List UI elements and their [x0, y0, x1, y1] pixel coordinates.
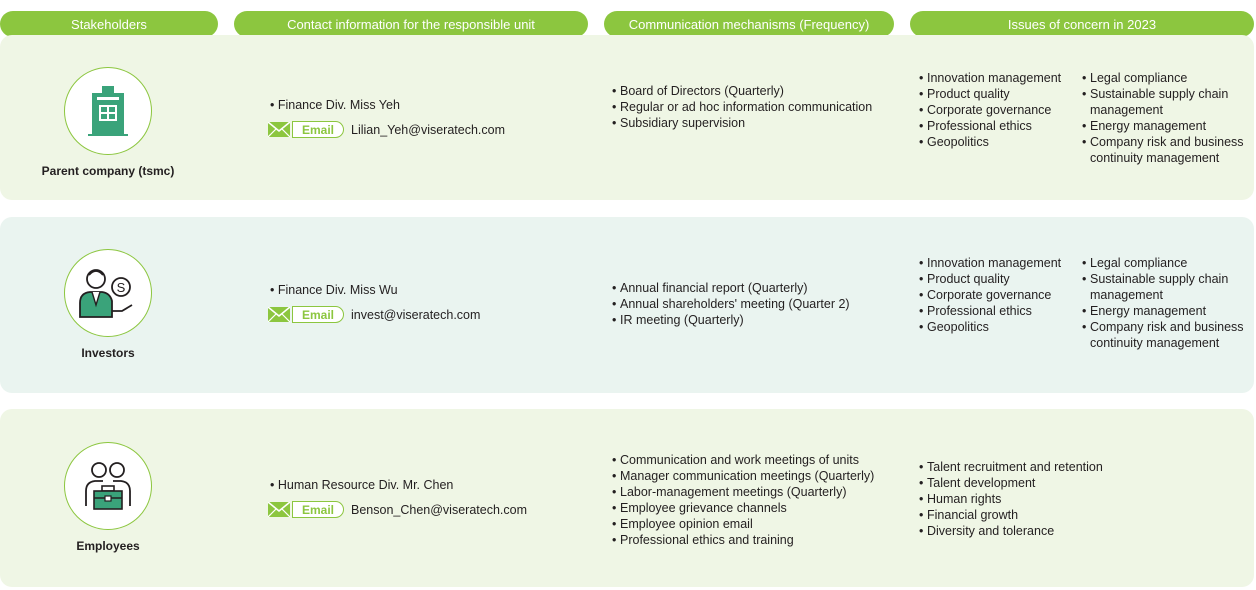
stakeholder-name: Employees: [76, 539, 140, 553]
list-item: • Board of Directors (Quarterly): [612, 83, 902, 99]
contact-person: • Human Resource Div. Mr. Chen: [270, 478, 454, 492]
list-item: • Employee opinion email: [612, 516, 902, 532]
list-item: • Legal compliance: [1082, 255, 1254, 271]
list-item: • Professional ethics: [919, 118, 1079, 134]
svg-text:S: S: [116, 280, 126, 295]
issues-list-col2: [1082, 70, 1254, 166]
list-item: • Talent recruitment and retention: [919, 459, 1159, 475]
email-line: [268, 306, 480, 323]
stakeholder-name: Investors: [81, 346, 135, 360]
stakeholder-row-parent: [0, 35, 1254, 200]
list-item: • Talent development: [919, 475, 1159, 491]
header-issues: Issues of concern in 2023: [910, 11, 1254, 37]
list-item: • Corporate governance: [919, 287, 1079, 303]
investor-icon: [76, 265, 140, 321]
contact-person: • Finance Div. Miss Yeh: [270, 98, 400, 112]
stakeholder-cell: [28, 249, 188, 360]
list-item: • Corporate governance: [919, 102, 1079, 118]
email-line: [268, 501, 527, 518]
list-item: • Product quality: [919, 271, 1079, 287]
list-item: • Innovation management: [919, 70, 1079, 86]
envelope-icon: [268, 122, 290, 137]
envelope-icon: [268, 502, 290, 517]
stakeholder-icon-circle: [64, 442, 152, 530]
list-item: • Labor-management meetings (Quarterly): [612, 484, 902, 500]
list-item: • Product quality: [919, 86, 1079, 102]
list-item: • Energy management: [1082, 303, 1254, 319]
list-item: • Innovation management: [919, 255, 1079, 271]
stakeholder-row-investors: [0, 217, 1254, 393]
stakeholder-cell: [28, 442, 188, 553]
communication-list: [612, 83, 902, 131]
list-item: • Professional ethics and training: [612, 532, 902, 548]
list-item: • Manager communication meetings (Quarterly): [612, 468, 902, 484]
building-icon: [83, 83, 133, 139]
list-item: • Sustainable supply chain management: [1082, 271, 1254, 303]
stakeholder-icon-circle: [64, 249, 152, 337]
issues-list-col1: [919, 255, 1079, 335]
stakeholder-row-employees: [0, 409, 1254, 587]
issues-list-col1: [919, 70, 1079, 150]
email-address[interactable]: invest@viseratech.com: [351, 307, 481, 322]
stakeholder-name: Parent company (tsmc): [41, 164, 175, 178]
email-address[interactable]: Lilian_Yeh@viseratech.com: [351, 122, 505, 137]
list-item: • Geopolitics: [919, 319, 1079, 335]
contact-cell: [268, 282, 480, 323]
list-item: • Professional ethics: [919, 303, 1079, 319]
list-item: • Communication and work meetings of units: [612, 452, 902, 468]
stakeholder-cell: [28, 67, 188, 178]
list-item: • Sustainable supply chain management: [1082, 86, 1254, 118]
list-item: • Employee grievance channels: [612, 500, 902, 516]
list-item: • IR meeting (Quarterly): [612, 312, 902, 328]
list-item: • Human rights: [919, 491, 1159, 507]
contact-cell: [268, 477, 527, 518]
list-item: • Energy management: [1082, 118, 1254, 134]
issues-list-col2: [1082, 255, 1254, 351]
list-item: • Annual financial report (Quarterly): [612, 280, 902, 296]
list-item: • Legal compliance: [1082, 70, 1254, 86]
list-item: • Company risk and business continuity management: [1082, 134, 1254, 166]
header-stakeholders: Stakeholders: [0, 11, 218, 37]
list-item: • Regular or ad hoc information communication: [612, 99, 902, 115]
list-item: • Company risk and business continuity management: [1082, 319, 1254, 351]
email-badge: Email: [292, 501, 344, 518]
list-item: • Diversity and tolerance: [919, 523, 1159, 539]
header-contact: Contact information for the responsible unit: [234, 11, 588, 37]
list-item: • Geopolitics: [919, 134, 1079, 150]
list-item: • Subsidiary supervision: [612, 115, 902, 131]
employees-icon: [80, 458, 136, 514]
issues-list-col1: [919, 459, 1159, 539]
email-badge: Email: [292, 121, 344, 138]
email-address[interactable]: Benson_Chen@viseratech.com: [351, 502, 527, 517]
contact-cell: [268, 97, 505, 138]
list-item: • Financial growth: [919, 507, 1159, 523]
envelope-icon: [268, 307, 290, 322]
list-item: • Annual shareholders' meeting (Quarter 2): [612, 296, 902, 312]
email-line: [268, 121, 505, 138]
communication-list: [612, 280, 902, 328]
stakeholder-icon-circle: [64, 67, 152, 155]
email-badge: Email: [292, 306, 344, 323]
contact-person: • Finance Div. Miss Wu: [270, 283, 398, 297]
communication-list: [612, 452, 902, 548]
header-communication: Communication mechanisms (Frequency): [604, 11, 894, 37]
